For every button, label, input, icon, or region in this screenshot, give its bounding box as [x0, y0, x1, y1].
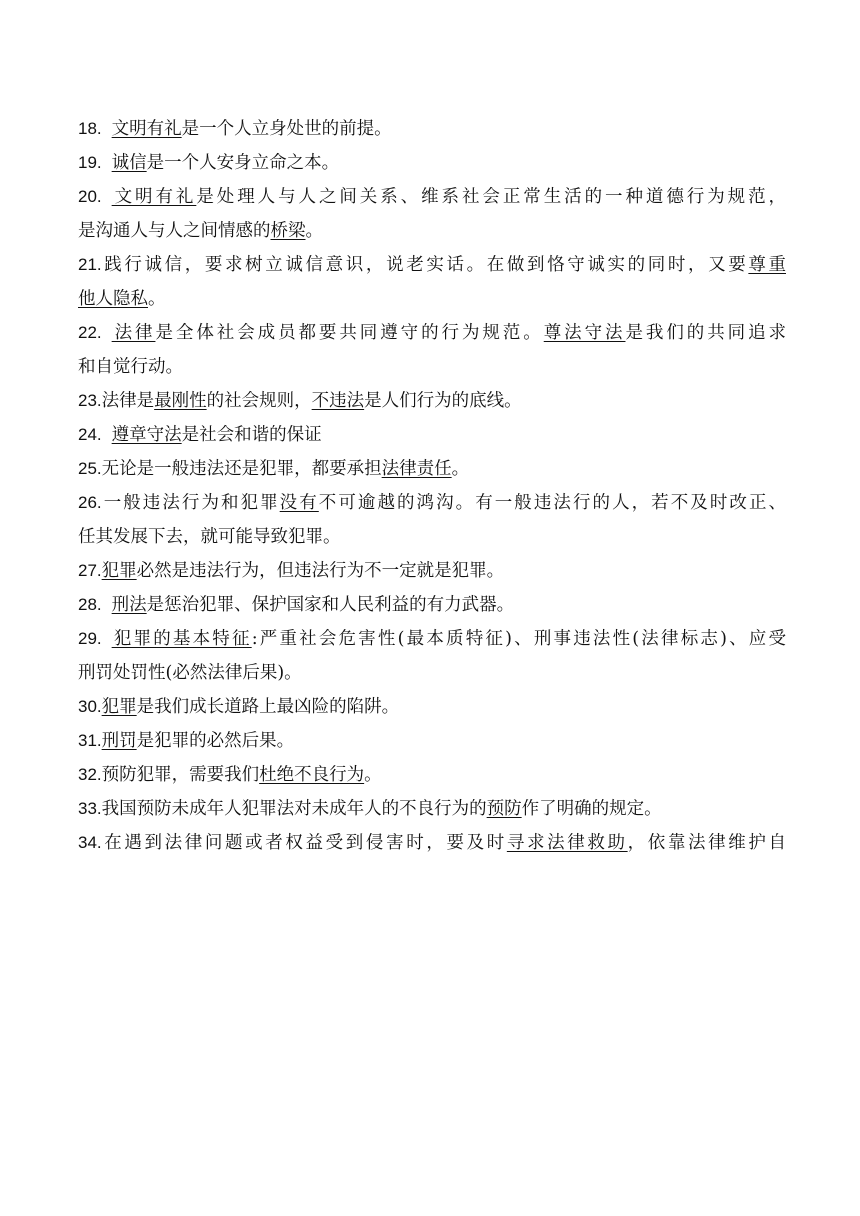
text-segment: 是社会和谐的保证: [181, 425, 322, 445]
text-segment: 是全体社会成员都要共同遵守的行为规范。: [155, 323, 544, 343]
text-line: [78, 554, 786, 588]
item-number: 30.: [78, 697, 102, 716]
text-segment: 是一个人安身立命之本。: [146, 153, 340, 173]
text-segment: 是人们行为的底线。: [364, 391, 522, 411]
text-line: [78, 316, 786, 350]
text-line: [78, 792, 786, 826]
text-segment: 刑罚处罚性(必然法律后果)。: [78, 663, 302, 683]
text-segment: 是犯罪的必然后果。: [136, 731, 295, 751]
text-line: [78, 112, 786, 146]
text-segment: 任其发展下去，就可能导致犯罪。: [78, 527, 341, 547]
item-number: 20.: [78, 187, 102, 206]
text-segment: 一般违法行为和犯罪: [101, 493, 280, 513]
underlined-keyword: 寻求法律救助: [506, 833, 628, 853]
text-line: [78, 214, 786, 248]
underlined-keyword: 遵章守法: [111, 425, 182, 445]
underlined-keyword: 犯罪: [101, 697, 137, 717]
text-line: [78, 758, 786, 792]
text-segment: 。: [364, 765, 382, 785]
text-line: [78, 656, 786, 690]
text-segment: 是我们的共同追求: [625, 323, 786, 343]
text-segment: :严重社会危害性(最本质特征)、刑事违法性(法律标志)、应受: [251, 629, 786, 649]
underlined-keyword: 尊法守法: [543, 323, 626, 343]
item-number: 26.: [78, 493, 102, 512]
text-segment: 。: [305, 221, 323, 241]
text-line: [78, 588, 786, 622]
underlined-keyword: 刑法: [111, 595, 147, 615]
text-line: [78, 418, 786, 452]
text-segment: ，依靠法律维护自: [627, 833, 786, 853]
text-line: [78, 282, 786, 316]
underlined-keyword: 尊重: [748, 255, 786, 275]
item-number: 22.: [78, 323, 102, 342]
underlined-keyword: 预防: [486, 799, 522, 819]
text-segment: 作了明确的规定。: [521, 799, 662, 819]
underlined-keyword: 他人隐私: [78, 289, 148, 309]
underlined-keyword: 不违法: [311, 391, 365, 411]
item-number: 21.: [78, 255, 102, 274]
text-segment: 是惩治犯罪、保护国家和人民利益的有力武器。: [146, 595, 515, 615]
underlined-keyword: 刑罚: [101, 731, 137, 751]
text-line: [78, 350, 786, 384]
underlined-keyword: 诚信: [111, 153, 147, 173]
text-segment: 践行诚信，要求树立诚信意识，说老实话。在做到恪守诚实的同时，又要: [101, 255, 749, 275]
text-segment: 必然是违法行为，但违法行为不一定就是犯罪。: [136, 561, 505, 581]
text-line: [78, 622, 786, 656]
text-segment: 在遇到法律问题或者权益受到侵害时，要及时: [101, 833, 507, 853]
item-number: 19.: [78, 153, 102, 172]
text-line: [78, 180, 786, 214]
underlined-keyword: 杜绝不良行为: [259, 765, 365, 785]
item-number: 32.: [78, 765, 102, 784]
text-segment: 是沟通人与人之间情感的: [78, 221, 271, 241]
item-number: 25.: [78, 459, 102, 478]
item-number: 33.: [78, 799, 102, 818]
underlined-keyword: 法律责任: [381, 459, 452, 479]
text-line: [78, 724, 786, 758]
text-line: [78, 248, 786, 282]
text-line: [78, 520, 786, 554]
text-segment: 预防犯罪，需要我们: [101, 765, 260, 785]
item-number: 31.: [78, 731, 102, 750]
text-line: [78, 452, 786, 486]
document-body: [78, 112, 786, 860]
text-segment: 无论是一般违法还是犯罪，都要承担: [101, 459, 382, 479]
underlined-keyword: 没有: [279, 493, 319, 513]
text-line: [78, 826, 786, 860]
underlined-keyword: 文明有礼: [111, 119, 182, 139]
item-number: 28.: [78, 595, 102, 614]
item-number: 23.: [78, 391, 102, 410]
text-segment: 。: [148, 289, 166, 309]
text-segment: 是我们成长道路上最凶险的陷阱。: [136, 697, 400, 717]
underlined-keyword: 文明有礼: [111, 187, 197, 207]
item-number: 18.: [78, 119, 102, 138]
item-number: 34.: [78, 833, 102, 852]
item-number: 29.: [78, 629, 102, 648]
text-segment: 。: [451, 459, 470, 479]
item-number: 24.: [78, 425, 102, 444]
item-number: 27.: [78, 561, 102, 580]
text-segment: 是处理人与人之间关系、维系社会正常生活的一种道德行为规范，: [196, 187, 786, 207]
underlined-keyword: 法律: [111, 323, 156, 343]
text-segment: 不可逾越的鸿沟。有一般违法行的人，若不及时改正、: [318, 493, 786, 513]
text-segment: 我国预防未成年人犯罪法对未成年人的不良行为的: [101, 799, 487, 819]
text-segment: 法律是: [101, 391, 155, 411]
text-line: [78, 146, 786, 180]
underlined-keyword: 最刚性: [154, 391, 207, 411]
text-segment: 和自觉行动。: [78, 357, 183, 377]
text-line: [78, 486, 786, 520]
text-line: [78, 690, 786, 724]
text-segment: 是一个人立身处世的前提。: [181, 119, 392, 139]
text-segment: 的社会规则，: [206, 391, 312, 411]
text-line: [78, 384, 786, 418]
underlined-keyword: 犯罪: [101, 561, 137, 581]
underlined-keyword: 犯罪的基本特征: [111, 629, 252, 649]
underlined-keyword: 桥梁: [270, 221, 306, 241]
